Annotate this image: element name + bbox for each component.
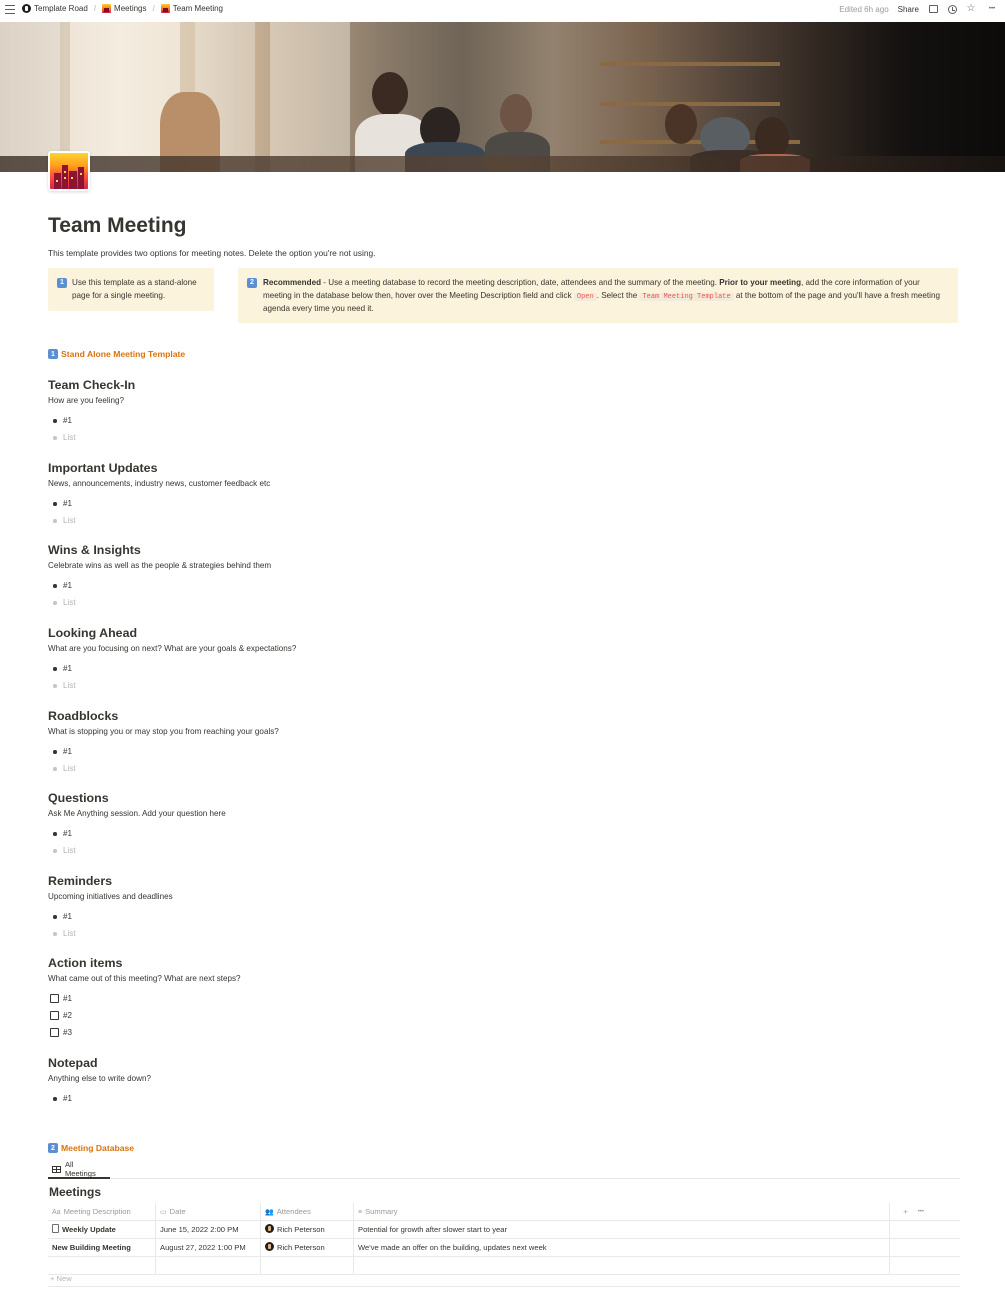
callout-text: . Select the (596, 290, 640, 300)
breadcrumb-separator: / (152, 4, 155, 13)
checkbox[interactable] (50, 1011, 59, 1020)
column-header-description[interactable] (48, 1203, 156, 1221)
section-description: Ask Me Anything session. Add your question here (48, 809, 226, 818)
section-reminders (48, 873, 960, 942)
edited-timestamp: Edited 6h ago (839, 4, 889, 14)
cell-empty (890, 1257, 960, 1275)
attendee-name: Rich Peterson (277, 1243, 325, 1252)
cell-empty (890, 1221, 960, 1239)
link-label: Meeting Database (61, 1143, 135, 1153)
row-title: Weekly Update (62, 1225, 116, 1234)
list-item[interactable]: #1 (48, 577, 960, 594)
todo-item[interactable] (48, 990, 960, 1007)
cell-empty[interactable] (48, 1257, 156, 1275)
callout-text: - Use a meeting database to record the meeting description, date, attendees and the summary of the meeting. (321, 278, 720, 287)
callout-standalone (48, 268, 214, 311)
new-row-button[interactable]: + New (50, 1274, 72, 1283)
cell-date[interactable]: August 27, 2022 1:00 PM (156, 1239, 261, 1257)
tab-label: All Meetings (64, 1160, 96, 1178)
list-item-placeholder[interactable]: List (48, 429, 960, 446)
page-intro: This template provides two options for meeting notes. Delete the option you're not using. (48, 248, 376, 258)
table-row[interactable] (48, 1221, 960, 1239)
meetings-table (48, 1203, 960, 1275)
todo-item[interactable] (48, 1024, 960, 1041)
comment-icon[interactable] (928, 4, 938, 14)
section-description: Anything else to write down? (48, 1074, 152, 1083)
section-heading: Wins & Insights (48, 543, 141, 557)
list-item[interactable]: #1 (48, 660, 960, 677)
section-description: News, announcements, industry news, customer feedback etc (48, 479, 271, 488)
breadcrumb (22, 4, 223, 13)
callout-text: Use this template as a stand-alone page for a single meeting. (72, 278, 197, 300)
page-title: Team Meeting (48, 214, 187, 237)
cell-attendees[interactable] (261, 1221, 354, 1239)
cell-empty[interactable] (354, 1257, 890, 1275)
column-header-attendees[interactable] (261, 1203, 354, 1221)
breadcrumb-team-meeting[interactable] (161, 4, 223, 13)
list-item[interactable]: #1 (48, 908, 960, 925)
cell-description[interactable] (48, 1239, 156, 1257)
section-looking-ahead (48, 625, 960, 694)
section-description: What are you focusing on next? What are your goals & expectations? (48, 644, 297, 653)
share-button[interactable]: Share (897, 4, 919, 14)
section-description: What came out of this meeting? What are next steps? (48, 974, 241, 983)
cell-attendees[interactable] (261, 1239, 354, 1257)
section-heading: Important Updates (48, 461, 158, 475)
table-row[interactable] (48, 1239, 960, 1257)
section-notepad (48, 1055, 960, 1107)
topbar-actions (839, 4, 999, 14)
section-important-updates (48, 460, 960, 529)
keycap-2-icon: 2 (48, 1143, 58, 1153)
cell-description[interactable] (48, 1221, 156, 1239)
section-description: Upcoming initiatives and deadlines (48, 892, 173, 901)
section-questions (48, 790, 960, 859)
callout-bold-lead: Recommended (263, 278, 322, 287)
inline-code-template: Team Meeting Template (639, 293, 733, 301)
people-icon: 👥 (265, 1209, 274, 1216)
column-label: Summary (365, 1207, 398, 1216)
cell-summary[interactable]: Potential for growth after slower start to year (354, 1221, 890, 1239)
keycap-2-icon: 2 (247, 278, 257, 288)
history-icon[interactable] (947, 4, 957, 14)
list-item-placeholder[interactable]: List (48, 842, 960, 859)
page-content (48, 213, 960, 1283)
list-item-placeholder[interactable]: List (48, 760, 960, 777)
meeting-database-link[interactable] (48, 1143, 134, 1153)
breadcrumb-separator: / (93, 4, 97, 13)
callout-text: , add the core information of your meeting in the database below then, hover over the Meeting Description field and click (263, 278, 920, 300)
list-item-placeholder[interactable]: List (48, 677, 960, 694)
header-actions (903, 1203, 924, 1221)
column-label: Date (169, 1207, 186, 1216)
star-icon[interactable]: ☆ (966, 3, 976, 14)
section-roadblocks (48, 708, 960, 777)
add-property-icon[interactable]: + (903, 1207, 908, 1216)
text-property-icon: Aa (52, 1209, 61, 1216)
more-properties-icon[interactable]: ••• (917, 1209, 924, 1215)
todo-label: #1 (63, 994, 73, 1003)
section-heading: Questions (48, 791, 109, 805)
breadcrumb-label: Template Road (34, 4, 88, 13)
section-wins-insights (48, 542, 960, 611)
tab-all-meetings[interactable] (48, 1161, 110, 1179)
list-item-placeholder[interactable]: List (48, 925, 960, 942)
page-icon (52, 1224, 59, 1233)
section-heading: Reminders (48, 874, 113, 888)
callout-text: at the bottom of the page and you'll have a fresh meeting agenda every time you need it. (263, 290, 940, 314)
list-item[interactable]: #1 (48, 412, 960, 429)
divider (48, 1286, 960, 1287)
keycap-1-icon: 1 (57, 278, 67, 288)
list-item-placeholder[interactable]: List (48, 594, 960, 611)
standalone-template-link[interactable] (48, 349, 185, 359)
breadcrumb-label: Team Meeting (172, 4, 223, 13)
row-title: New Building Meeting (52, 1243, 131, 1252)
table-row-empty[interactable] (48, 1257, 960, 1275)
column-header-date[interactable] (156, 1203, 261, 1221)
list-item[interactable]: #1 (48, 1090, 960, 1107)
cell-empty[interactable] (261, 1257, 354, 1275)
section-description: What is stopping you or may stop you from reaching your goals? (48, 727, 279, 736)
lines-icon: ≡ (358, 1209, 363, 1216)
city-sunset-icon (102, 4, 111, 13)
cell-summary[interactable]: We've made an offer on the building, updates next week (354, 1239, 890, 1257)
list-item[interactable]: #1 (48, 743, 960, 760)
cell-date[interactable]: June 15, 2022 2:00 PM (156, 1221, 261, 1239)
menu-icon[interactable] (5, 5, 15, 14)
callout-recommended (238, 268, 958, 323)
list-item-placeholder[interactable]: List (48, 512, 960, 529)
section-action-items (48, 955, 960, 1041)
breadcrumb-label: Meetings (114, 4, 147, 13)
checkbox[interactable] (50, 994, 59, 1003)
section-description: Celebrate wins as well as the people & strategies behind them (48, 561, 272, 570)
attendee-name: Rich Peterson (277, 1225, 325, 1234)
database-view-tabs (48, 1161, 960, 1179)
cell-empty[interactable] (156, 1257, 261, 1275)
database-title[interactable]: Meetings (49, 1185, 102, 1199)
column-label: Meeting Description (63, 1207, 131, 1216)
top-bar (0, 0, 1005, 20)
section-heading: Looking Ahead (48, 626, 138, 640)
cover-image (0, 22, 1005, 172)
list-item[interactable]: #1 (48, 495, 960, 512)
section-heading: Action items (48, 956, 123, 970)
link-label: Stand Alone Meeting Template (61, 349, 186, 359)
page-icon-city-sunset[interactable] (48, 151, 90, 191)
section-team-check-in (48, 377, 960, 446)
breadcrumb-template-road[interactable] (22, 4, 88, 13)
list-item[interactable]: #1 (48, 825, 960, 842)
checkbox[interactable] (50, 1028, 59, 1037)
todo-label: #3 (63, 1028, 73, 1037)
section-description: How are you feeling? (48, 396, 125, 405)
table-header-row (48, 1203, 960, 1221)
callout-bold-mid: Prior to your meeting (719, 278, 802, 287)
section-heading: Roadblocks (48, 709, 119, 723)
cell-empty (890, 1239, 960, 1257)
template-road-logo-icon (22, 4, 31, 13)
calendar-icon: ▭ (160, 1209, 167, 1216)
column-header-summary[interactable] (354, 1203, 890, 1221)
column-label: Attendees (276, 1207, 311, 1216)
todo-label: #2 (63, 1011, 73, 1020)
avatar (265, 1242, 274, 1251)
city-sunset-icon (161, 4, 170, 13)
section-heading: Team Check-In (48, 378, 136, 392)
keycap-1-icon: 1 (48, 349, 58, 359)
avatar (265, 1224, 274, 1233)
table-icon (52, 1166, 61, 1173)
section-heading: Notepad (48, 1056, 98, 1070)
todo-item[interactable] (48, 1007, 960, 1024)
inline-code-open: Open (574, 293, 597, 301)
breadcrumb-meetings[interactable] (102, 4, 146, 13)
more-options-icon[interactable]: ••• (988, 6, 996, 12)
